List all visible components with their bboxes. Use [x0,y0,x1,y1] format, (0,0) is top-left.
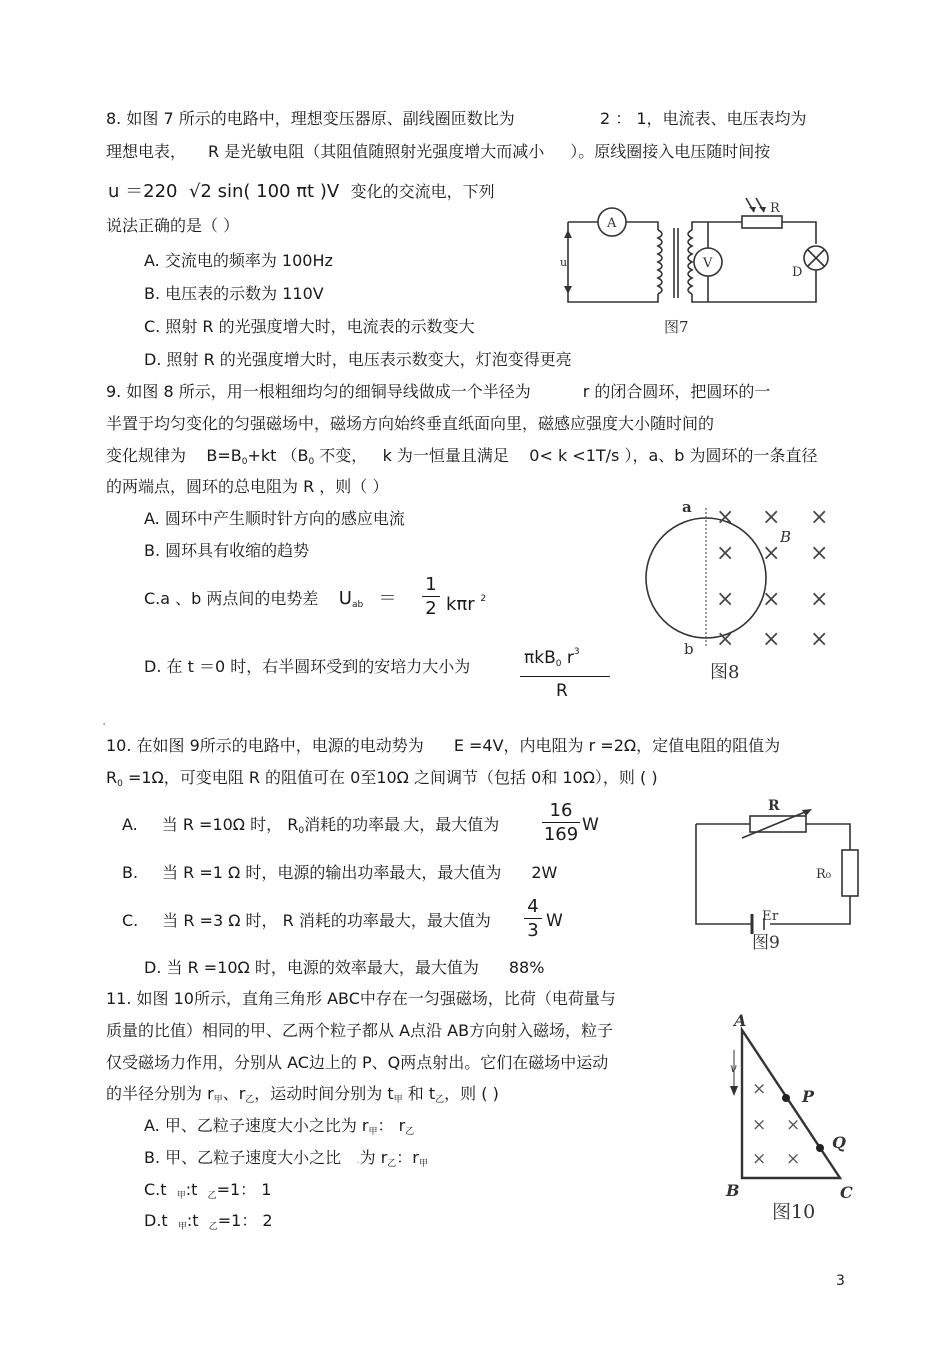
figure-10-caption: 图10 [772,1201,816,1223]
q11-line1: 11. 如图 10所示，直角三角形 ABC中存在一匀强磁场，比荷（电荷量与 [106,989,616,1008]
voltage-label: u [560,256,568,269]
q11-line4: 的半径分别为 $r_甲$、$r_乙$，运动时间分别为 $t_甲$ 和 $t_乙$，则 ( ) [106,1084,499,1105]
q9-line3: 变化规律为 $B=B_0+kt$ （$B_0$ 不变， k 为一恒量且满足 0< k <1T/s ），a、b 为圆环的一条直径 [106,446,818,467]
q11-line2: 质量的比值）相同的甲、乙两个粒子都从 A点沿 AB方向射入磁场，粒子 [106,1021,614,1040]
q10-option-b: B. 当 R =1 Ω 时，电源的输出功率最大，最大值为 2W [122,863,558,882]
field-cross-icon: × [810,627,829,652]
q10-option-c-unit: W [546,911,563,931]
figure-8-magnetic-field [640,494,840,690]
q11-line3: 仅受磁场力作用，分别从 AC边上的 P、Q两点射出。它们在磁场中运动 [106,1053,609,1072]
page-number: 3 [836,1273,845,1289]
lamp-label: D [792,265,803,280]
point-b-label: b [684,640,694,658]
q8-option-c: C. 照射 R 的光强度增大时，电流表的示数变大 [144,317,475,336]
field-b-label: B [780,528,792,546]
field-cross-icon: × [716,587,735,612]
q9-option-d-fraction: πkB$_0$ $r^3$ R [520,640,610,705]
figure-7-caption: 图7 [664,318,689,336]
velocity-label: v [730,1061,737,1075]
figure-8-caption: 图8 [710,662,740,683]
vertex-a-label: A [734,1011,747,1030]
field-cross-icon: × [716,627,735,652]
q9-line1: 9. 如图 8 所示，用一根粗细均匀的细铜导线做成一个半径为 r 的闭合圆环，把圆环的一 [106,382,771,401]
field-cross-icon: × [752,1149,767,1169]
q10-option-a-fraction: $\frac{16}{169}$ [543,800,579,845]
field-cross-icon: × [786,1115,801,1135]
q11-option-b: B. 甲、乙粒子速度大小之比 .为 $r_乙$：$r_甲$ [144,1148,428,1169]
field-cross-icon: × [762,505,781,530]
q10-option-c-fraction: $\frac{4}{3}$ [524,896,542,943]
q10-line2: $R_0 =1\Omega$，可变电阻 R 的阻值可在 0至10Ω 之间调节（包括 0和 10Ω），则 ( ) [106,768,658,789]
q9-option-c-tail: kπr $^2$ [446,594,487,615]
internal-resistance-label: r [772,909,779,924]
resistor-label: R [770,201,780,216]
vertex-b-label: B [726,1181,740,1200]
q10-option-d: D. 当 R =10Ω 时，电源的效率最大，最大值为 88% [144,958,545,977]
vertex-c-label: C [840,1183,853,1202]
q10-line1: 10. 在如图 9所示的电路中，电源的电动势为 E =4V，内电阻为 r =2Ω，定值电阻的阻值为 [106,736,781,755]
q9-line2: 半置于均匀变化的匀强磁场中，磁场方向始终垂直纸面向里，磁感应强度大小随时间的 [106,414,715,433]
point-q-label: Q [832,1133,846,1152]
q10-option-a: A. 当 R =10Ω 时， $R_0$消耗的功率最.大，最大值为 [122,815,500,836]
field-cross-icon: × [810,541,829,566]
q11-option-a: A. 甲、乙粒子速度大小之比为 $r_甲$： $r_乙$ [144,1116,415,1137]
ammeter-label: A [607,216,617,231]
field-cross-icon: × [752,1079,767,1099]
field-cross-icon: × [786,1149,801,1169]
q8-option-a: A. 交流电的频率为 100Hz [144,251,333,270]
field-cross-icon: × [716,541,735,566]
q10-option-a-unit: W [582,815,599,835]
figure-9-caption: 图9 [752,933,780,953]
q8-ratio: 2 ： 1，电流表、电压表均为 [600,109,807,128]
point-a-label: a [682,498,692,516]
q8-line2: 理想电表， R 是光敏电阻（其阻值随照射光强度增大而减小 ）。原线圈接入电压随时间按 [106,142,771,161]
q9-option-d: D. 在 t ＝0 时，右半圆环受到的安培力大小为 [144,657,471,676]
emf-label: E [762,909,772,924]
q9-line4: 的两端点，圆环的总电阻为 R ，则（ ） [106,477,389,496]
q8-option-b: B. 电压表的示数为 110V [144,284,324,303]
field-cross-icon: × [810,587,829,612]
q11-option-d: D.t $_甲$:t $_乙$=1： 2 [144,1211,273,1232]
variable-resistor-label: R [768,798,780,814]
field-cross-icon: × [762,541,781,566]
field-cross-icon: × [762,587,781,612]
q9-option-b: B. 圆环具有收缩的趋势 [144,541,310,560]
stray-dot: . [102,713,107,729]
r0-label: R₀ [816,867,831,882]
figure-9-circuit [690,794,865,954]
figure-7-circuit [558,190,840,340]
q8-line4: 说法正确的是（ ） [106,216,240,235]
q8-line1: 8. 如图 7 所示的电路中，理想变压器原、副线圈匝数比为 [106,109,515,128]
field-cross-icon: × [810,505,829,530]
q8-option-d: D. 照射 R 的光强度增大时，电压表示数变大，灯泡变得更亮 [144,350,572,369]
q8-formula: u ＝220 √2 sin( 100 πt )V 变化的交流电，下列 [108,181,495,202]
point-p-label: P [802,1087,815,1106]
q11-option-c: C.t $_甲$:t $_乙$=1： 1 [144,1180,272,1201]
q9-option-a: A. 圆环中产生顺时针方向的感应电流 [144,509,405,528]
q10-option-c: C. 当 R =3 Ω 时， R 消耗的功率最大，最大值为 [122,911,491,930]
field-cross-icon: × [716,505,735,530]
voltmeter-label: V [703,256,713,271]
q9-option-c-fraction: $\frac{1}{2}$ [422,574,440,621]
q9-option-c: C.a 、b 两点间的电势差 $U_{ab}$ ＝ [144,588,397,610]
field-cross-icon: × [752,1115,767,1135]
field-cross-icon: × [762,627,781,652]
figure-10-triangle [718,1010,868,1225]
